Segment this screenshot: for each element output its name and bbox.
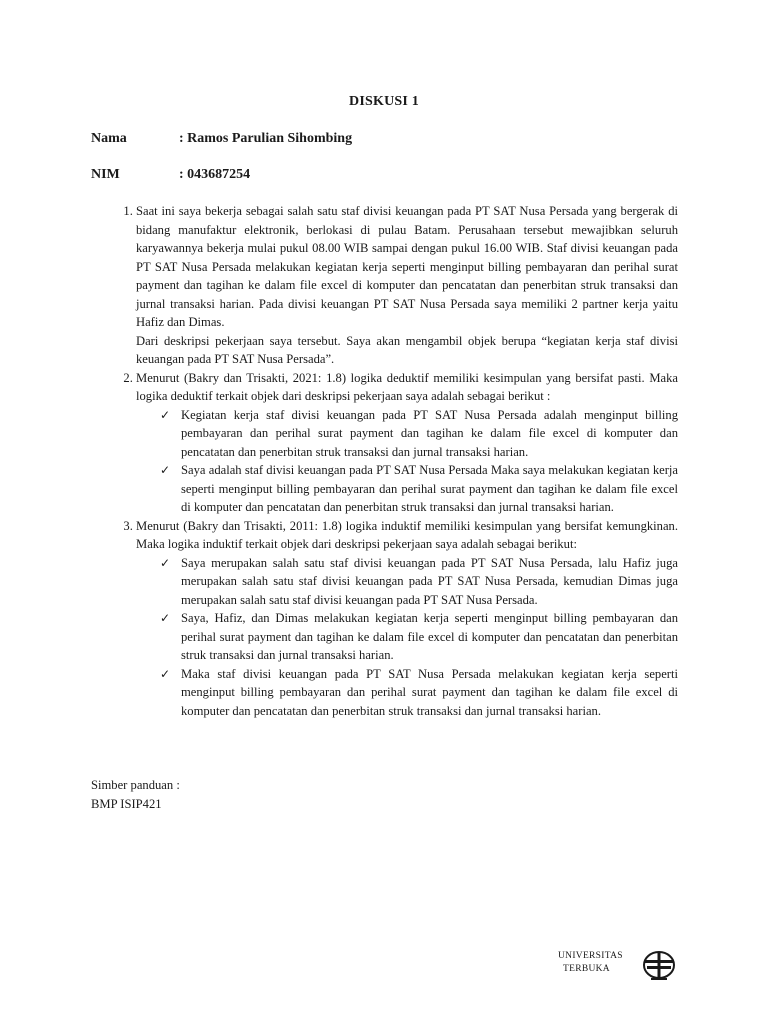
checkmark-icon: ✓ — [160, 611, 171, 625]
name-label: Nama — [91, 131, 127, 146]
checkmark-icon: ✓ — [160, 407, 171, 422]
numbered-list — [91, 202, 678, 720]
document-title: DISKUSI 1 — [349, 94, 419, 109]
name-field — [91, 131, 352, 147]
list-item-1 — [136, 202, 678, 369]
sources-value: BMP ISIP421 — [91, 797, 162, 811]
sources-section — [91, 776, 180, 814]
paragraph: 3. Menurut (Bakry dan Trisakti, 2011: 1.8) logika induktif memiliki kesimpulan yang bersifat kemungkinan. Maka logika induktif terkait objek dari deskripsi pekerjaan saya adalah sebagai berikut: — [136, 518, 678, 551]
list-item-3 — [136, 517, 678, 721]
university-emblem-icon — [642, 950, 676, 982]
check-item-text: Kegiatan kerja staf divisi keuangan pada PT SAT Nusa Persada adalah menginput billing pembayaran dan perihal surat payment dan tagihan ke dalam file excel di komputer dan pencatatan dan penerbitan struk transaksi dan jurnal transaksi harian. — [181, 407, 678, 459]
logo-line-2: TERBUKA — [563, 964, 610, 974]
check-item — [160, 609, 678, 665]
check-item — [160, 665, 678, 721]
document-body — [91, 202, 678, 720]
checkmark-icon: ✓ — [160, 463, 171, 477]
checklist — [136, 406, 678, 517]
sources-label: Simber panduan : — [91, 778, 180, 792]
list-item-2 — [136, 369, 678, 517]
name-value: : Ramos Parulian Sihombing — [179, 131, 353, 146]
check-item — [160, 461, 678, 517]
paragraph: 2. Menurut (Bakry dan Trisakti, 2021: 1.8) logika deduktif memiliki kesimpulan yang bersifat pasti. Maka logika deduktif terkait objek dari deskripsi pekerjaan saya adalah sebagai berikut : — [136, 370, 678, 403]
check-item-text: Saya, Hafiz, dan Dimas melakukan kegiatan kerja seperti menginput billing pembayaran dan perihal surat payment dan tagihan ke dalam file excel di komputer dan pencatatan dan penerbitan struk transaksi dan jurnal transaksi harian. — [181, 611, 678, 662]
paragraph: 1. Saat ini saya bekerja sebagai salah satu staf divisi keuangan pada PT SAT Nusa Persada yang bergerak di bidang manufaktur elektronik, berlokasi di pulau Batam. Perusahaan tersebut mewajibkan seluruh karyawannya bekerja mulai pukul 08.00 WIB sampai dengan pukul 16.00 WIB. Staf divisi keuangan pada PT SAT Nusa Persada melakukan kegiatan kerja seperti menginput billing pembayaran dan perihal surat payment dan tagihan ke dalam file excel di komputer dan pencatatan dan penerbitan struk transaksi dan jurnal transaksi harian. Pada divisi keuangan PT SAT Nusa Persada saya memiliki 2 partner kerja yaitu Hafiz dan Dimas. — [136, 204, 678, 329]
checklist — [136, 554, 678, 721]
logo-line-1: UNIVERSITAS — [558, 951, 623, 961]
university-logo — [558, 950, 678, 982]
checkmark-icon: ✓ — [160, 555, 171, 570]
nim-label: NIM — [91, 167, 120, 182]
checkmark-icon: ✓ — [160, 666, 171, 681]
logo-text — [558, 950, 623, 976]
check-item-text: Saya adalah staf divisi keuangan pada PT SAT Nusa Persada Maka saya melakukan kegiatan kerja seperti menginput billing pembayaran dan perihal surat payment dan tagihan ke dalam file excel di komputer dan pencatatan dan penerbitan struk transaksi dan jurnal transaksi harian. — [181, 463, 678, 514]
nim-value: : 043687254 — [179, 167, 251, 182]
check-item — [160, 406, 678, 462]
check-item-text: Maka staf divisi keuangan pada PT SAT Nusa Persada melakukan kegiatan kerja seperti menginput billing pembayaran dan perihal surat payment dan tagihan ke dalam file excel di komputer dan pencatatan dan penerbitan struk transaksi dan jurnal transaksi harian. — [181, 666, 678, 718]
check-item — [160, 554, 678, 610]
nim-field — [91, 167, 250, 183]
check-item-text: Saya merupakan salah satu staf divisi keuangan pada PT SAT Nusa Persada, lalu Hafiz juga merupakan salah satu staf divisi keuangan pada PT SAT Nusa Persada, kemudian Dimas juga merupakan salah satu staf divisi keuangan pada PT SAT Nusa Persada. — [181, 555, 678, 607]
paragraph: Dari deskripsi pekerjaan saya tersebut. Saya akan mengambil objek berupa “kegiatan kerja staf divisi keuangan pada PT SAT Nusa Persada”. — [136, 333, 678, 366]
